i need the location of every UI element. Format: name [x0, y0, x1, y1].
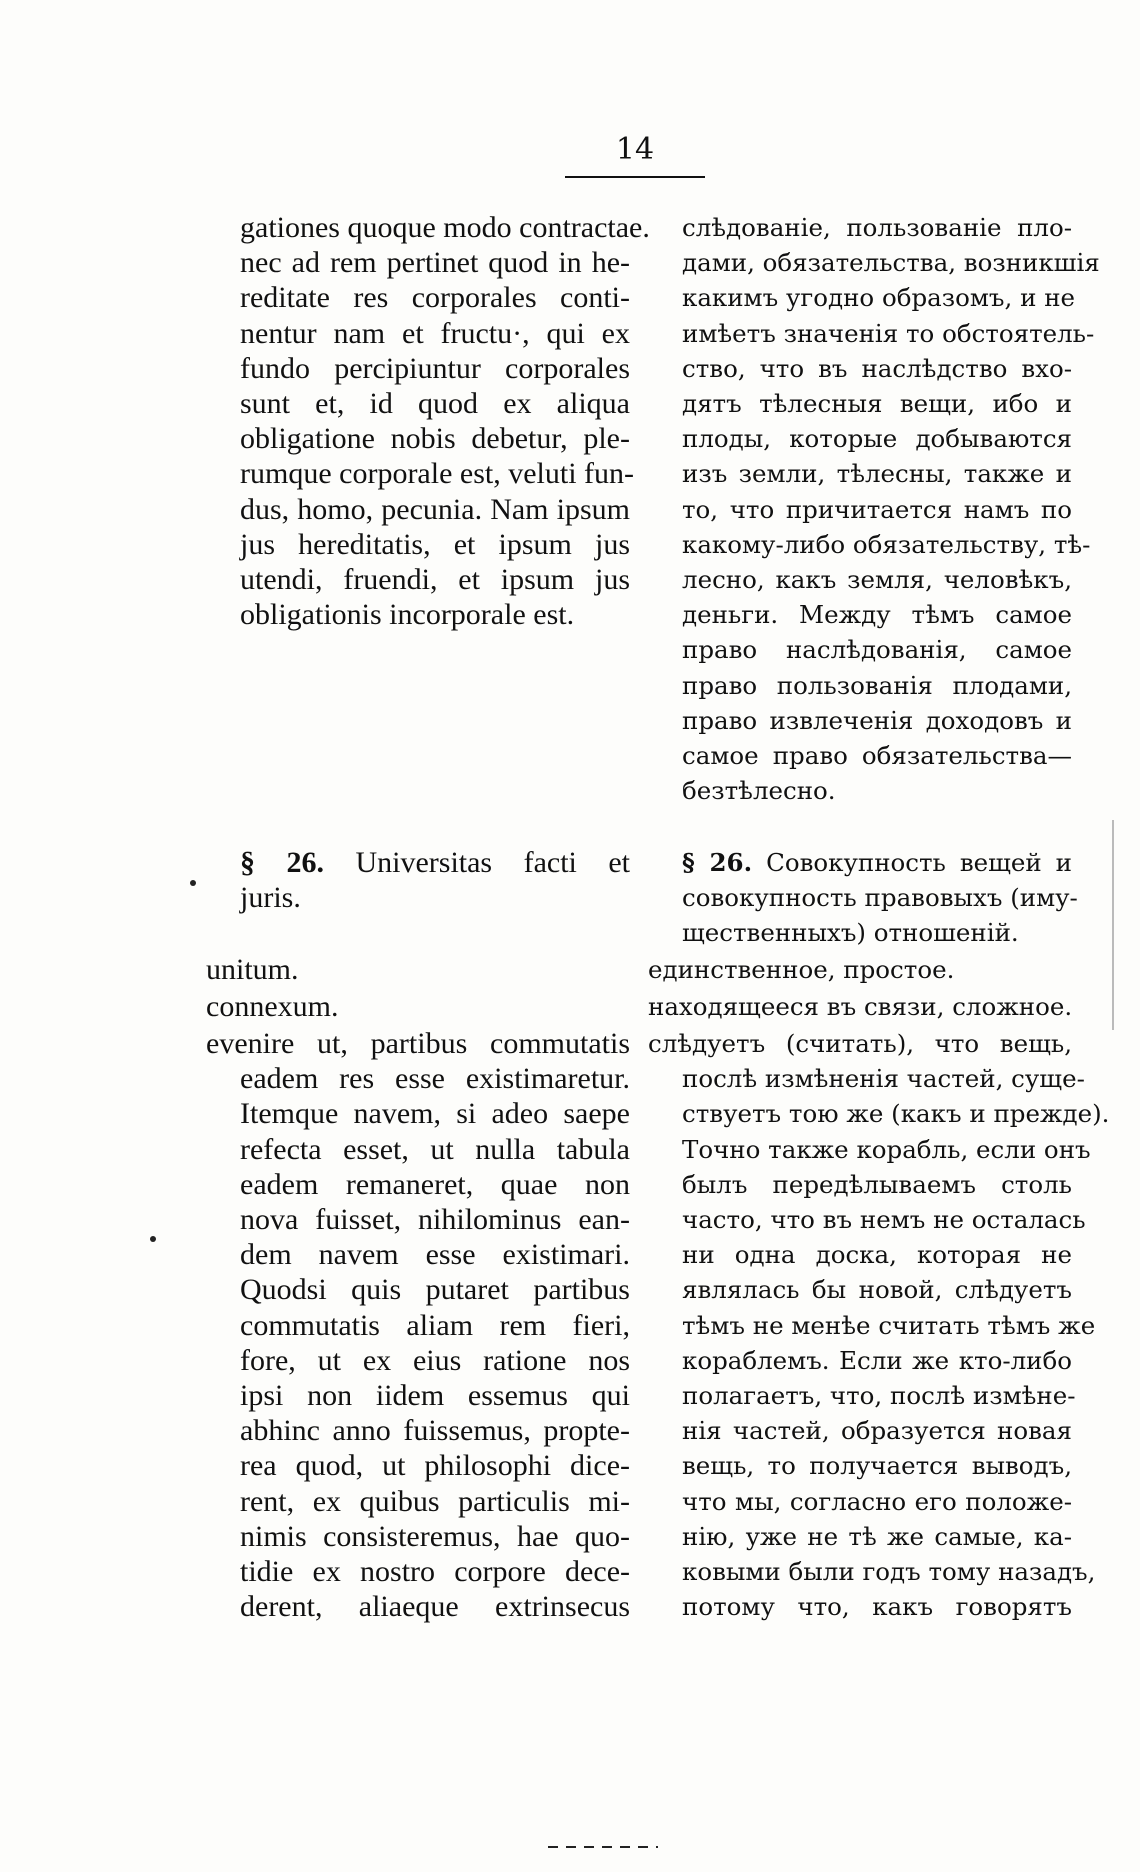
text-line: fore, ut ex eius ratione nos	[240, 1343, 630, 1377]
text-line: послѣ измѣненія частей, суще-	[682, 1064, 1085, 1094]
text-line: полагаетъ, что, послѣ измѣне-	[682, 1381, 1076, 1411]
text-line: ни одна доска, которая не	[682, 1240, 1072, 1270]
text-line: rea quod, ut philosophi dice-	[240, 1449, 630, 1483]
text-line: лесно, какъ земля, человѣкъ,	[682, 565, 1072, 595]
text-line: безтѣлесно.	[682, 776, 836, 806]
text-line: деньги. Между тѣмъ самое	[682, 600, 1072, 630]
section-title: Universitas facti et	[355, 846, 631, 879]
text-line: самое право обязательства—	[682, 741, 1072, 771]
text-line: refecta esset, ut nulla tabula	[240, 1132, 630, 1166]
text-line: кораблемъ. Если же кто-либо	[682, 1345, 1072, 1375]
text-line: Quodsi quis putaret partibus	[240, 1273, 630, 1307]
text-line: utendi, fruendi, et ipsum jus	[240, 563, 630, 597]
text-line: нія частей, образуется новая	[682, 1416, 1072, 1446]
text-line: nec ad rem pertinet quod in he-	[240, 246, 630, 280]
page-number: 14	[615, 132, 655, 167]
text-line: право пользованія плодами,	[682, 670, 1072, 700]
text-line: jus hereditatis, et ipsum jus	[240, 527, 630, 561]
russian-text-block	[682, 210, 1100, 808]
section-heading-line: juris.	[240, 881, 301, 914]
vocab-russian: находящееся въ связи, сложное.	[648, 992, 1073, 1021]
text-line: ipsi non iidem essemus qui	[240, 1379, 630, 1413]
section-heading-latin	[240, 845, 630, 915]
latin-text-block	[240, 210, 650, 632]
text-line: sunt et, id quod ex aliqua	[240, 387, 630, 421]
section-heading-line: совокупность правовыхъ (иму-	[682, 883, 1078, 912]
section-heading-line	[240, 845, 630, 880]
section-mark: § 26.	[240, 846, 324, 879]
page-edge-mark	[1112, 820, 1114, 1030]
text-line: tidie ex nostro corpore dece-	[240, 1555, 630, 1589]
text-line: ствуетъ тою же (какъ и прежде).	[682, 1099, 1110, 1129]
text-line: nentur nam et fructu·, qui ex	[240, 316, 630, 350]
text-line: nimis consisteremus, hae quo-	[240, 1519, 630, 1553]
text-line: nova fuisset, nihilominus ean-	[240, 1203, 630, 1237]
text-line: obligatione nobis debetur, ple-	[240, 422, 630, 456]
text-line: evenire ut, partibus commutatis	[206, 1027, 630, 1060]
text-line: abhinc anno fuissemus, propte-	[240, 1414, 630, 1448]
text-line: ство, что въ наслѣдство вхо-	[682, 353, 1072, 383]
text-line: dem navem esse existimari.	[240, 1238, 630, 1272]
text-line: eadem res esse existimaretur.	[240, 1062, 630, 1096]
text-line: право извлеченія доходовъ и	[682, 705, 1072, 735]
text-line: то, что причитается намъ по	[682, 494, 1072, 524]
text-line: obligationis incorporale est.	[240, 598, 575, 632]
text-line: какому-либо обязательству, тѣ-	[682, 529, 1091, 559]
text-line: право наслѣдованія, самое	[682, 635, 1072, 665]
text-line: часто, что въ немъ не осталась	[682, 1205, 1086, 1235]
bottom-ornament	[548, 1846, 658, 1848]
entry-latin-block	[206, 1026, 630, 1624]
text-line: плоды, которые добываются	[682, 424, 1072, 454]
entry-russian-block	[648, 1026, 1110, 1624]
text-line: какимъ угодно образомъ, и не	[682, 283, 1076, 313]
text-line: gationes quoque modo contractae.	[240, 211, 650, 244]
print-speck	[150, 1236, 156, 1242]
section-heading-line: щественныхъ) отношеній.	[682, 918, 1019, 947]
text-line: былъ передѣлываемъ столь	[682, 1169, 1072, 1199]
print-speck	[190, 880, 196, 886]
text-line: слѣдованіе, пользованіе пло-	[682, 213, 1072, 242]
section-title: Совокупность вещей и	[766, 848, 1073, 877]
text-line: вещь, то получается выводъ,	[682, 1451, 1072, 1481]
text-line: дами, обязательства, возникшія	[682, 248, 1100, 278]
text-line: Itemque navem, si adeo saepe	[240, 1097, 630, 1131]
text-line: fundo percipiuntur corporales	[240, 351, 630, 385]
text-line: изъ земли, тѣлесны, также и	[682, 459, 1072, 489]
text-line: потому что, какъ говорятъ	[682, 1592, 1072, 1622]
vocab-latin: connexum.	[206, 990, 339, 1023]
text-line: имѣетъ значенія то обстоятель-	[682, 318, 1095, 348]
text-line: commutatis aliam rem fieri,	[240, 1308, 630, 1342]
text-line: являлась бы новой, слѣдуетъ	[682, 1275, 1072, 1305]
header-rule	[565, 176, 705, 178]
text-line: что мы, согласно его положе-	[682, 1486, 1072, 1516]
section-heading-line	[682, 845, 1072, 880]
text-line: нію, уже не тѣ же самые, ка-	[682, 1521, 1072, 1551]
text-line: ковыми были годъ тому назадъ,	[682, 1557, 1096, 1587]
text-line: reditate res corporales conti-	[240, 281, 630, 315]
text-line: Точно также корабль, если онъ	[682, 1134, 1091, 1164]
text-line: rent, ex quibus particulis mi-	[240, 1484, 630, 1518]
text-line: rumque corporale est, veluti fun-	[240, 457, 635, 491]
vocab-russian: единственное, простое.	[648, 955, 955, 984]
text-line: тѣмъ не менѣе считать тѣмъ же	[682, 1310, 1096, 1340]
text-line: eadem remaneret, quae non	[240, 1167, 630, 1201]
text-line: дятъ тѣлесныя вещи, ибо и	[682, 389, 1072, 419]
section-mark: § 26.	[682, 848, 753, 877]
text-line: dus, homo, pecunia. Nam ipsum	[240, 492, 630, 526]
text-line: слѣдуетъ (считать), что вещь,	[648, 1029, 1072, 1058]
section-heading-russian	[682, 845, 1078, 950]
text-line: derent, aliaeque extrinsecus	[240, 1590, 630, 1624]
vocab-latin: unitum.	[206, 953, 299, 986]
